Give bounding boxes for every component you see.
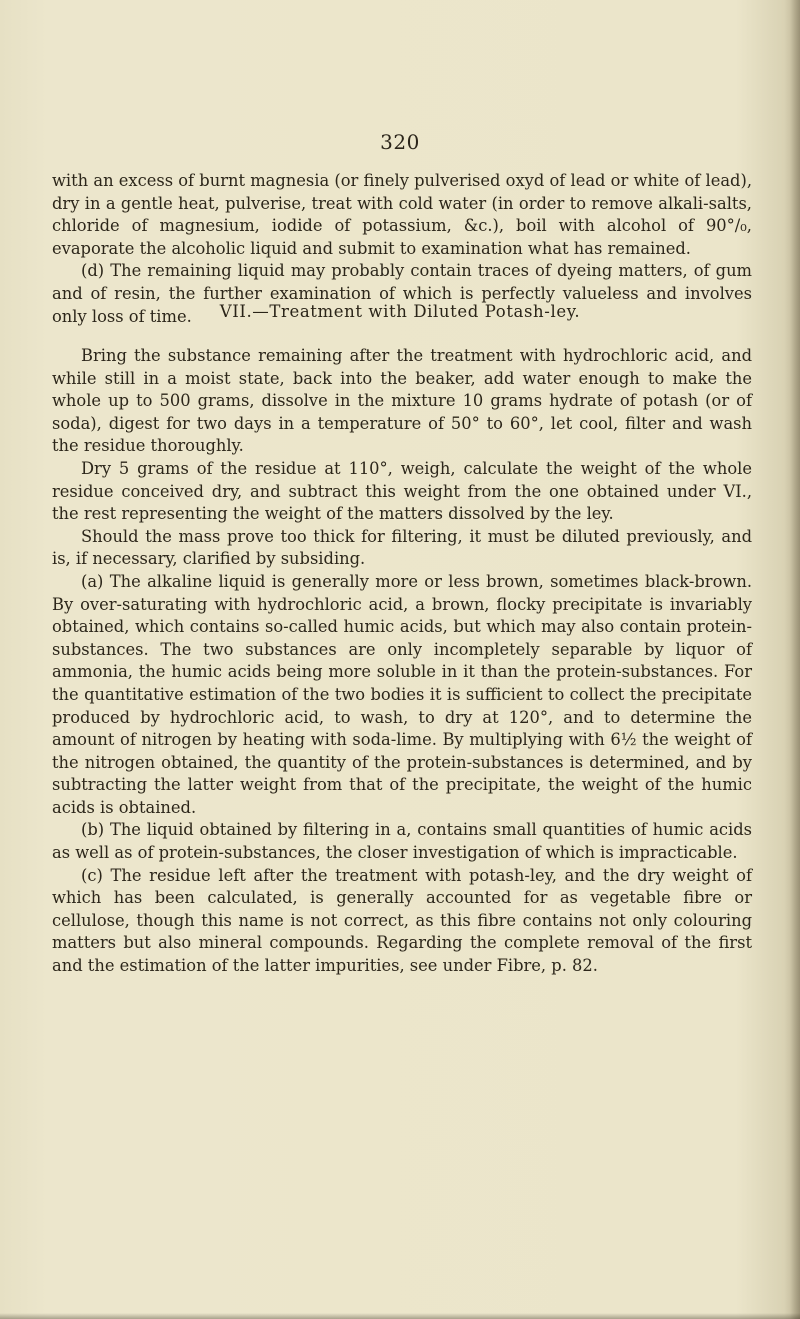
section-body <box>52 345 752 978</box>
paragraph-continued: with an excess of burnt magnesia (or finely pulverised oxyd of lead or white of lead), dry in a gentle heat, pulverise, treat with cold water (in order to remove alkali-salts, chloride of magnesium, iodide of potassium, &c.), boil with alcohol of 90°/₀, evaporate the alcoholic liquid and submit to examination what has remained. <box>52 171 752 258</box>
paragraph-c: (c) The residue left after the treatment with potash-ley, and the dry weight of which has been calculated, is generally accounted for as vegetable fibre or cellulose, though this name is not correct, as this fibre contains not only colouring matters but also mineral compounds. Regarding the complete removal of the first and the estimation of the latter impurities, see under Fibre, p. 82. <box>52 865 752 976</box>
paragraph-a: (a) The alkaline liquid is generally more or less brown, sometimes black-brown. By over-saturating with hydrochloric acid, a brown, flocky precipitate is invariably obtained, which contains so-called humic acids, but which may also contain protein-substances. The two substances are only incompletely separable by liquor of ammonia, the humic acids being more soluble in it than the protein-substances. For the quantitative estimation of the two bodies it is sufficient to collect the precipitate produced by hydrochloric acid, to wash, to dry at 120°, and to determine the amount of nitrogen by heating with soda-lime. By multiplying with 6½ the weight of the nitrogen obtained, the quantity of the protein-substances is determined, and by subtracting the latter weight from that of the precipitate, the weight of the humic acids is obtained. <box>52 571 752 817</box>
paragraph-b: (b) The liquid obtained by filtering in a, contains small quantities of humic acids as well as of protein-substances, the closer investigation of which is impracticable. <box>52 820 752 863</box>
page-bottom-shadow <box>0 1313 800 1319</box>
paragraph-should: Should the mass prove too thick for filtering, it must be diluted previously, and is, if necessary, clarified by subsiding. <box>52 526 752 569</box>
section-heading: VII.—Treatment with Diluted Potash-ley. <box>219 302 581 321</box>
page-edge-shadow <box>790 0 800 1319</box>
page-number: 320 <box>380 130 420 154</box>
paragraph-dry: Dry 5 grams of the residue at 110°, weigh, calculate the weight of the whole residue conceived dry, and subtract this weight from the one obtained under VI., the rest representing the weight of the matters dissolved by the ley. <box>52 458 752 524</box>
paragraph-bring: Bring the substance remaining after the treatment with hydrochloric acid, and while still in a moist state, back into the beaker, add water enough to make the whole up to 500 grams, dissolve in the mixture 10 grams hydrate of potash (or of soda), digest for two days in a temperature of 50° to 60°, let cool, filter and wash the residue thoroughly. <box>52 346 752 456</box>
paragraph-d: (d) The remaining liquid may probably contain traces of dyeing matters, of gum and of resin, the further examination of which is perfectly valueless and involves only loss of time. <box>52 261 752 326</box>
